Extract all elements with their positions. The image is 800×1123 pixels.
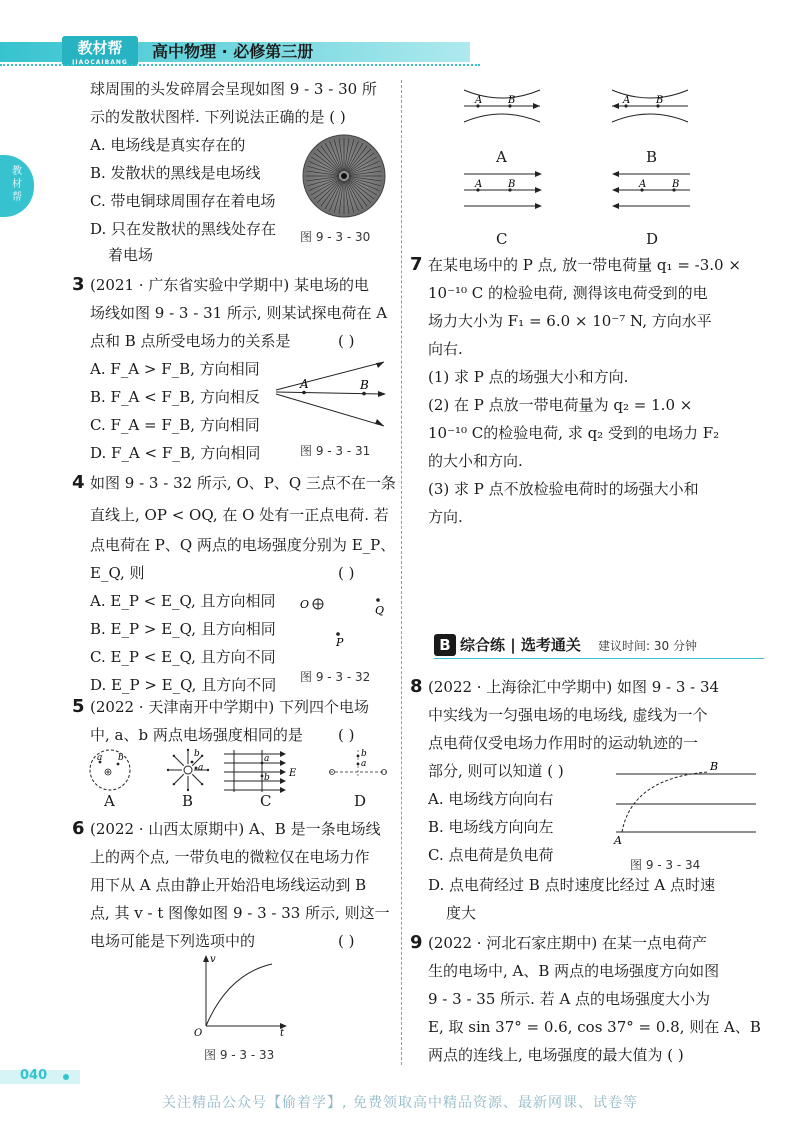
section-b-rule (434, 658, 764, 659)
page-number (0, 1068, 90, 1086)
vt-axis-v: v (210, 954, 216, 965)
q9-line-1: (2022 · 河北石家庄期中) 在某一点电荷产 (428, 934, 707, 952)
q3-paren: ( ) (338, 332, 355, 350)
q6-option-label-c: C (496, 230, 508, 248)
q6a-point-b: B (508, 95, 516, 106)
q6d-point-a: A (639, 179, 647, 190)
q5c-label-e: E (289, 768, 297, 779)
vt-axis-t: t (280, 1028, 285, 1039)
q7-part-1: (1) 求 P 点的场强大小和方向. (428, 368, 629, 386)
q4-line-1: 如图 9 - 3 - 32 所示, O、P、Q 三点不在一条 (90, 474, 396, 492)
q7-part-2-line-3: 的大小和方向. (428, 452, 523, 470)
fig-q5-options (84, 746, 390, 808)
q4-option-d: D. E_P > E_Q, 且方向不同 (90, 676, 277, 694)
q3-option-a: A. F_A > F_B, 方向相同 (90, 360, 260, 378)
q8-line-1: (2022 · 上海徐汇中学期中) 如图 9 - 3 - 34 (428, 678, 720, 696)
q4-line-3: 点电荷在 P、Q 两点的电场强度分别为 E_P、 (90, 536, 396, 554)
q3-option-c: C. F_A = F_B, 方向相同 (90, 416, 260, 434)
fig-9-3-30-caption: 图 9 - 3 - 30 (300, 230, 371, 244)
q5-number: 5 (72, 696, 85, 717)
side-tab: 教材帮 (0, 155, 34, 217)
q2-option-d-cont: 着电场 (108, 246, 154, 264)
q3-number: 3 (72, 274, 85, 295)
q7-part-3-line-1: (3) 求 P 点不放检验电荷时的场强大小和 (428, 480, 699, 498)
section-b-badge: B (434, 634, 456, 656)
q8-line-4: 部分, 则可以知道 ( ) (428, 762, 564, 780)
fig-9-3-34 (612, 760, 762, 846)
q8-option-a: A. 电场线方向向右 (428, 790, 554, 808)
logo: 教材帮 JIAOCAIBANG (62, 36, 138, 66)
q6b-point-a: A (623, 95, 631, 106)
q6-option-label-b: B (646, 148, 658, 166)
q9-number: 9 (410, 932, 423, 953)
q9-line-2: 生的电场中, A、B 两点的电场强度方向如图 (428, 962, 720, 980)
q6-line-3: 用下从 A 点由静止开始沿电场线运动到 B (90, 876, 367, 894)
q5b-label-b: b (194, 749, 200, 759)
fig34-label-a: A (614, 834, 622, 847)
q7-part-2-line-2: 10⁻¹⁰ C的检验电荷, 求 q₂ 受到的电场力 F₂ (428, 424, 720, 442)
q3-line-3: 点和 B 点所受电场力的关系是 (90, 332, 291, 350)
q5-fig-label-d: D (354, 792, 367, 810)
q6-paren: ( ) (338, 932, 355, 950)
page-header (0, 0, 800, 90)
q3-line-2: 场线如图 9 - 3 - 31 所示, 则某试探电荷在 A (90, 304, 388, 322)
q3-option-d: D. F_A < F_B, 方向相同 (90, 444, 261, 462)
q8-option-d: D. 点电荷经过 B 点时速度比经过 A 点时速 (428, 876, 715, 894)
fig34-label-b: B (710, 760, 719, 773)
q8-option-d-cont: 度大 (446, 904, 477, 922)
q2-option-b: B. 发散状的黑线是电场线 (90, 164, 261, 182)
q2-option-a: A. 电场线是真实存在的 (90, 136, 246, 154)
q7-line-3: 场力大小为 F₁ = 6.0 × 10⁻⁷ N, 方向水平 (428, 312, 712, 330)
q5d-label-a: a (361, 759, 367, 769)
q6c-point-b: B (508, 179, 516, 190)
q6b-point-b: B (656, 95, 664, 106)
q5d-label-b: b (361, 749, 367, 759)
q6-line-1: (2022 · 山西太原期中) A、B 是一条电场线 (90, 820, 381, 838)
q5a-label-b: b (118, 753, 124, 763)
q7-number: 7 (410, 254, 423, 275)
q2-line-2: 示的发散状图样. 下列说法正确的是 ( ) (90, 108, 346, 126)
q5c-label-b: b (264, 773, 270, 783)
q9-line-4: E, 取 sin 37° = 0.6, cos 37° = 0.8, 则在 A、B (428, 1018, 761, 1036)
hair-pattern-image (302, 134, 386, 218)
q5-fig-label-c: C (260, 792, 272, 810)
q6-number: 6 (72, 818, 85, 839)
q2-option-c: C. 带电铜球周围存在着电场 (90, 192, 276, 210)
q6a-point-a: A (475, 95, 483, 106)
q6-option-label-a: A (496, 148, 507, 166)
fig-9-3-32-caption: 图 9 - 3 - 32 (300, 670, 371, 684)
q4-option-c: C. E_P < E_Q, 且方向不同 (90, 648, 276, 666)
fig32-label-p: P (336, 636, 344, 649)
q3-line-1: (2021 · 广东省实验中学期中) 某电场的电 (90, 276, 369, 294)
fig31-label-a: A (300, 377, 309, 391)
fig32-label-o: O (300, 598, 310, 611)
q4-option-b: B. E_P > E_Q, 且方向相同 (90, 620, 276, 638)
section-b-time: 建议时间: 30 分钟 (598, 639, 697, 653)
q2-option-d: D. 只在发散状的黑线处存在 (90, 220, 277, 238)
q4-line-2: 直线上, OP < OQ, 在 O 处有一正点电荷. 若 (90, 506, 389, 524)
q3-option-b: B. F_A < F_B, 方向相反 (90, 388, 260, 406)
q5c-label-a: a (264, 754, 270, 764)
fig-9-3-31-caption: 图 9 - 3 - 31 (300, 444, 371, 458)
fig-9-3-31 (274, 360, 390, 430)
fig31-label-b: B (360, 378, 369, 392)
q4-number: 4 (72, 472, 85, 493)
book-title: 高中物理 · 必修第三册 (152, 42, 314, 61)
q4-line-4: E_Q, 则 (90, 564, 145, 582)
q9-line-3: 9 - 3 - 35 所示. 若 A 点的电场强度大小为 (428, 990, 711, 1008)
fig-9-3-34-caption: 图 9 - 3 - 34 (630, 858, 701, 872)
q7-line-1: 在某电场中的 P 点, 放一带电荷量 q₁ = -3.0 × (428, 256, 741, 274)
footer-note: 关注精品公众号【偷着学】, 免费领取高中精品资源、最新网课、试卷等 (162, 1095, 638, 1111)
q5b-label-a: a (198, 763, 204, 773)
q4-option-a: A. E_P < E_Q, 且方向相同 (90, 592, 276, 610)
q5-paren: ( ) (338, 726, 355, 744)
fig-9-3-33-caption: 图 9 - 3 - 33 (204, 1048, 275, 1062)
fig32-label-q: Q (375, 604, 385, 617)
q6-option-label-d: D (646, 230, 659, 248)
section-b-title: 综合练 | 选考通关 (460, 636, 581, 654)
q6-line-5: 电场可能是下列选项中的 (90, 932, 256, 950)
q5-line-1: (2022 · 天津南开中学期中) 下列四个电场 (90, 698, 369, 716)
q5a-label-a: a (97, 753, 103, 763)
q5-line-2: 中, a、b 两点电场强度相同的是 (90, 726, 303, 744)
q8-line-2: 中实线为一匀强电场的电场线, 虚线为一个 (428, 706, 708, 724)
q4-paren: ( ) (338, 564, 355, 582)
q8-number: 8 (410, 676, 423, 697)
q8-option-c: C. 点电荷是负电荷 (428, 846, 554, 864)
q7-part-3-line-2: 方向. (428, 508, 463, 526)
header-rule (0, 64, 480, 66)
q9-line-5: 两点的连线上, 电场强度的最大值为 ( ) (428, 1046, 684, 1064)
q6c-point-a: A (475, 179, 483, 190)
q8-line-3: 点电荷仅受电场力作用时的运动轨迹的一 (428, 734, 699, 752)
q6-line-2: 上的两个点, 一带负电的微粒仅在电场力作 (90, 848, 370, 866)
vt-axis-o: O (194, 1028, 203, 1039)
q5-fig-label-b: B (182, 792, 194, 810)
q8-option-b: B. 电场线方向向左 (428, 818, 554, 836)
column-divider (401, 80, 402, 1065)
q5-fig-label-a: A (104, 792, 115, 810)
q7-line-2: 10⁻¹⁰ C 的检验电荷, 测得该电荷受到的电 (428, 284, 708, 302)
q7-part-2-line-1: (2) 在 P 点放一带电荷量为 q₂ = 1.0 × (428, 396, 693, 414)
q6-line-4: 点, 其 v - t 图像如图 9 - 3 - 33 所示, 则这一 (90, 904, 390, 922)
q7-line-4: 向右. (428, 340, 463, 358)
fig-9-3-33-vt-graph (192, 952, 292, 1039)
q6d-point-b: B (672, 179, 680, 190)
fig-9-3-32 (298, 590, 390, 650)
page-number-text: 040 (20, 1068, 48, 1083)
fig-q6-options (462, 84, 762, 214)
q2-line-1: 球周围的头发碎屑会呈现如图 9 - 3 - 30 所 (90, 80, 377, 98)
